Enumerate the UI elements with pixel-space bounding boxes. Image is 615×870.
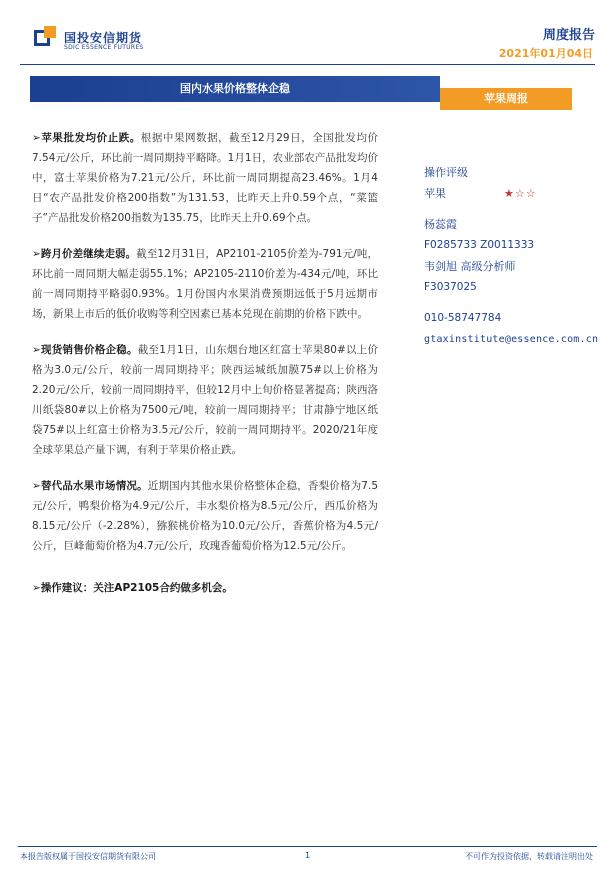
bullet-arrow-icon: ➢ — [32, 248, 41, 260]
paragraph-suggestion — [32, 578, 378, 598]
paragraph-text: 根据中果网数据，截至12月29日，全国批发均价7.54元/公斤，环比前一周同期持平略降。1月1日，农业部农产品批发均价中，富士苹果价格为7.21元/公斤，环比前一周同期提高23.46%。1月4日“农产品批发价格200指数”为131.53，比昨天上升0.59个点，“菜篮子”产品批发价格200指数为135.75，比昨天上升0.69个点。 — [32, 132, 378, 224]
paragraph-text: 截至1月1日，山东烟台地区红富士苹果80#以上价格为3.0元/公斤，较前一周同期持平；陕西运城纸加膜75#以上价格为2.20元/公斤，较前一周同期持平，但较12月中上旬价格显著提高；陕西洛川纸袋80#以上价格为7500元/吨，较前一周同期持平；甘肃静宁地区纸袋75#以上红富士价格为3.5元/公斤，较前一周同期持平。2020/21年度全球苹果总产量下调，有利于苹果价格止跌。 — [32, 344, 379, 456]
paragraph-spot — [32, 340, 378, 460]
paragraph-spread — [32, 244, 378, 324]
brand-name-cn: 国投安信期货 — [64, 31, 143, 45]
bullet-arrow-icon: ➢ — [32, 582, 41, 594]
paragraph-wholesale — [32, 128, 378, 228]
footer-disclaimer: 不可作为投资依据，转载请注明出处 — [465, 852, 593, 861]
paragraph-lead: 跨月价差继续走弱。 — [40, 248, 137, 260]
rating-stars-icon: ★☆☆ — [504, 187, 537, 200]
paragraph-lead: 现货销售价格企稳。 — [40, 344, 138, 356]
analyst-name: 杨蕊霞 — [424, 218, 457, 231]
paragraph-text: 近期国内其他水果价格整体企稳，香梨价格为7.5元/公斤，鸭梨价格为4.9元/公斤，丰水梨价格为8.5元/公斤，西瓜价格为8.15元/公斤（-2.28%），猕猴桃价格为10.0元/公斤，香蕉价格为4.5元/公斤，巨峰葡萄价格为4.7元/公斤，玫瑰香葡萄价格为12.5元/公斤。 — [32, 480, 379, 552]
report-date: 2021年01月04日 — [498, 47, 593, 60]
paragraph-substitutes — [32, 476, 378, 556]
paragraph-lead: 操作建议：关注AP2105合约做多机会。 — [40, 582, 233, 594]
bullet-arrow-icon: ➢ — [32, 344, 41, 356]
bullet-arrow-icon: ➢ — [32, 480, 41, 492]
contact-email[interactable]: gtaxinstitute@essence.com.cn — [424, 334, 599, 345]
rating-label: 操作评级 — [424, 166, 468, 179]
page-title: 国内水果价格整体企稳 — [30, 76, 440, 102]
brand-name-en: SDIC ESSENCE FUTURES — [64, 44, 144, 51]
paragraph-lead: 替代品水果市场情况。 — [40, 480, 148, 492]
analyst-ids: F0285733 Z0011333 — [424, 239, 535, 251]
report-tag: 苹果周报 — [440, 88, 572, 110]
paragraph-lead: 苹果批发均价止跌。 — [40, 132, 141, 144]
header-divider — [20, 64, 595, 65]
company-logo — [34, 26, 58, 48]
contact-phone: 010-58747784 — [424, 312, 502, 324]
report-type: 周度报告 — [542, 28, 595, 43]
footer-copyright: 本报告版权属于国投安信期货有限公司 — [20, 852, 156, 861]
report-body — [32, 128, 378, 614]
paragraph-text: 截至12月31日，AP2101-2105价差为-791元/吨，环比前一周同期大幅走弱55.1%；AP2105-2110价差为-434元/吨，环比前一周同期持平略弱0.93%。1月份国内水果消费预期远低于5月远期市场，新果上市后的低价收购等利空因素已基本兑现在前期的价格下跌中。 — [32, 248, 378, 320]
rating-product: 苹果 — [424, 187, 446, 200]
analyst-name-title: 韦剑旭 高级分析师 — [424, 260, 516, 273]
analyst-id: F3037025 — [424, 281, 477, 293]
sidebar-info — [424, 162, 598, 350]
rating-row — [424, 183, 598, 204]
footer-divider — [18, 846, 597, 847]
page-number: 1 — [305, 851, 311, 860]
bullet-arrow-icon: ➢ — [32, 132, 41, 144]
